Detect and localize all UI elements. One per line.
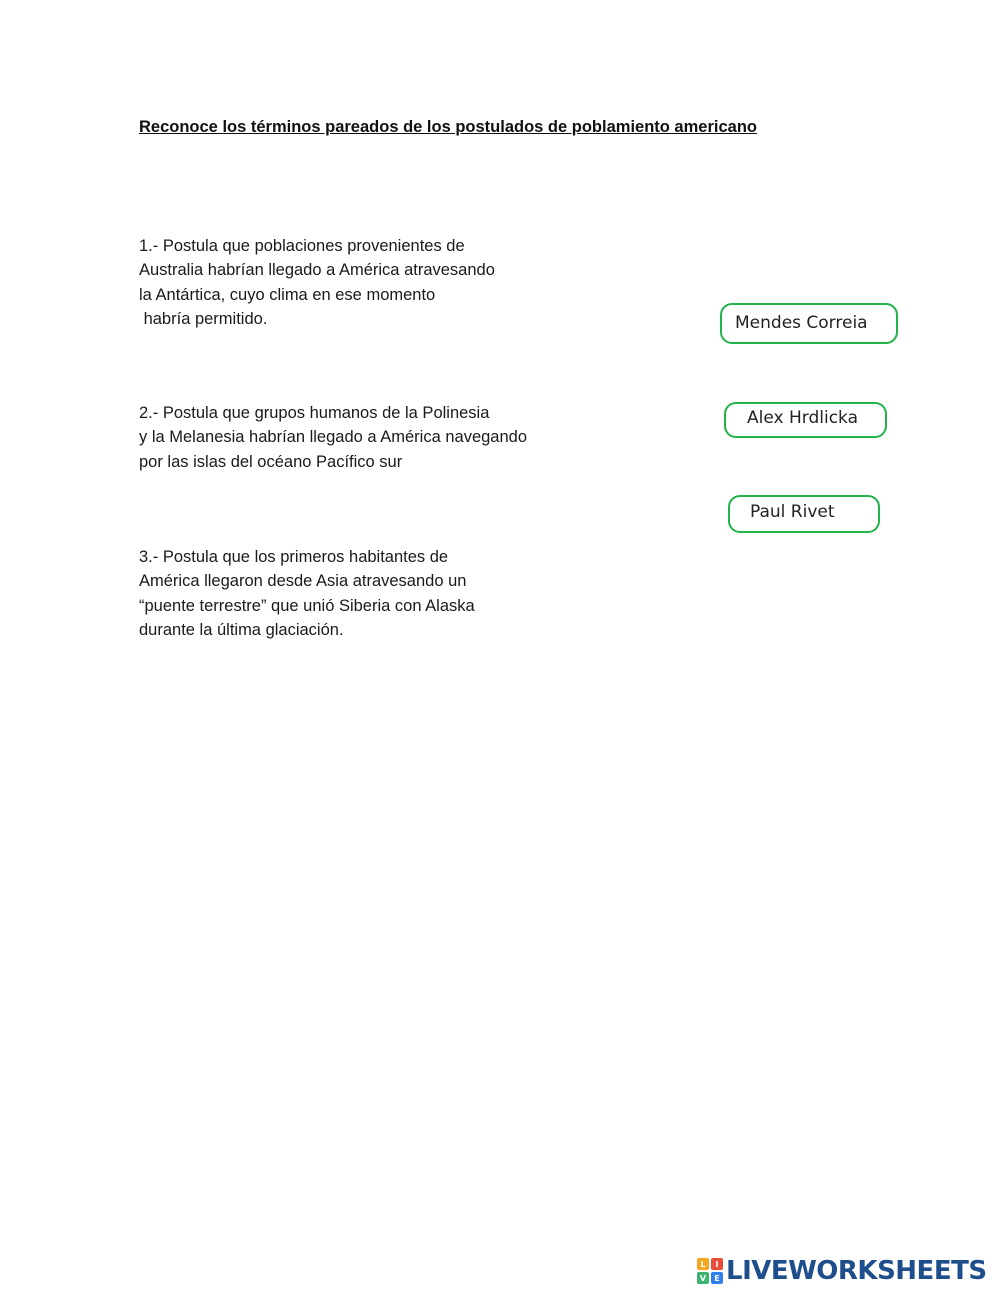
question-2: 2.- Postula que grupos humanos de la Polinesia y la Melanesia habrían llegado a América navegando por las islas del océano Pacífico sur: [139, 404, 528, 471]
question-1: 1.- Postula que poblaciones provenientes de Australia habrían llegado a América atravesando la Antártica, cuyo clima en ese momento habría permitido.: [139, 237, 495, 328]
logo-mark-tile: V: [697, 1272, 709, 1284]
answer-box-paul-rivet[interactable]: [728, 495, 880, 533]
logo-text: LIVEWORKSHEETS: [726, 1256, 987, 1286]
logo-mark-tile: I: [711, 1258, 723, 1270]
answer-label: Alex Hrdlicka: [747, 408, 858, 428]
question-3: 3.- Postula que los primeros habitantes de América llegaron desde Asia atravesando un “puente terrestre” que unió Siberia con Alaska durante la última glaciación.: [139, 548, 475, 639]
answer-label: Paul Rivet: [750, 502, 835, 522]
liveworksheets-logo-icon: [697, 1258, 723, 1284]
logo-mark-tile: E: [711, 1272, 723, 1284]
answer-label: Mendes Correia: [735, 313, 868, 333]
logo-mark-tile: L: [697, 1258, 709, 1270]
answer-box-mendes-correia[interactable]: [720, 303, 898, 344]
liveworksheets-logo: [697, 1257, 987, 1285]
worksheet-title: Reconoce los términos pareados de los postulados de poblamiento americano: [139, 118, 757, 136]
answer-box-alex-hrdlicka[interactable]: [724, 402, 887, 438]
